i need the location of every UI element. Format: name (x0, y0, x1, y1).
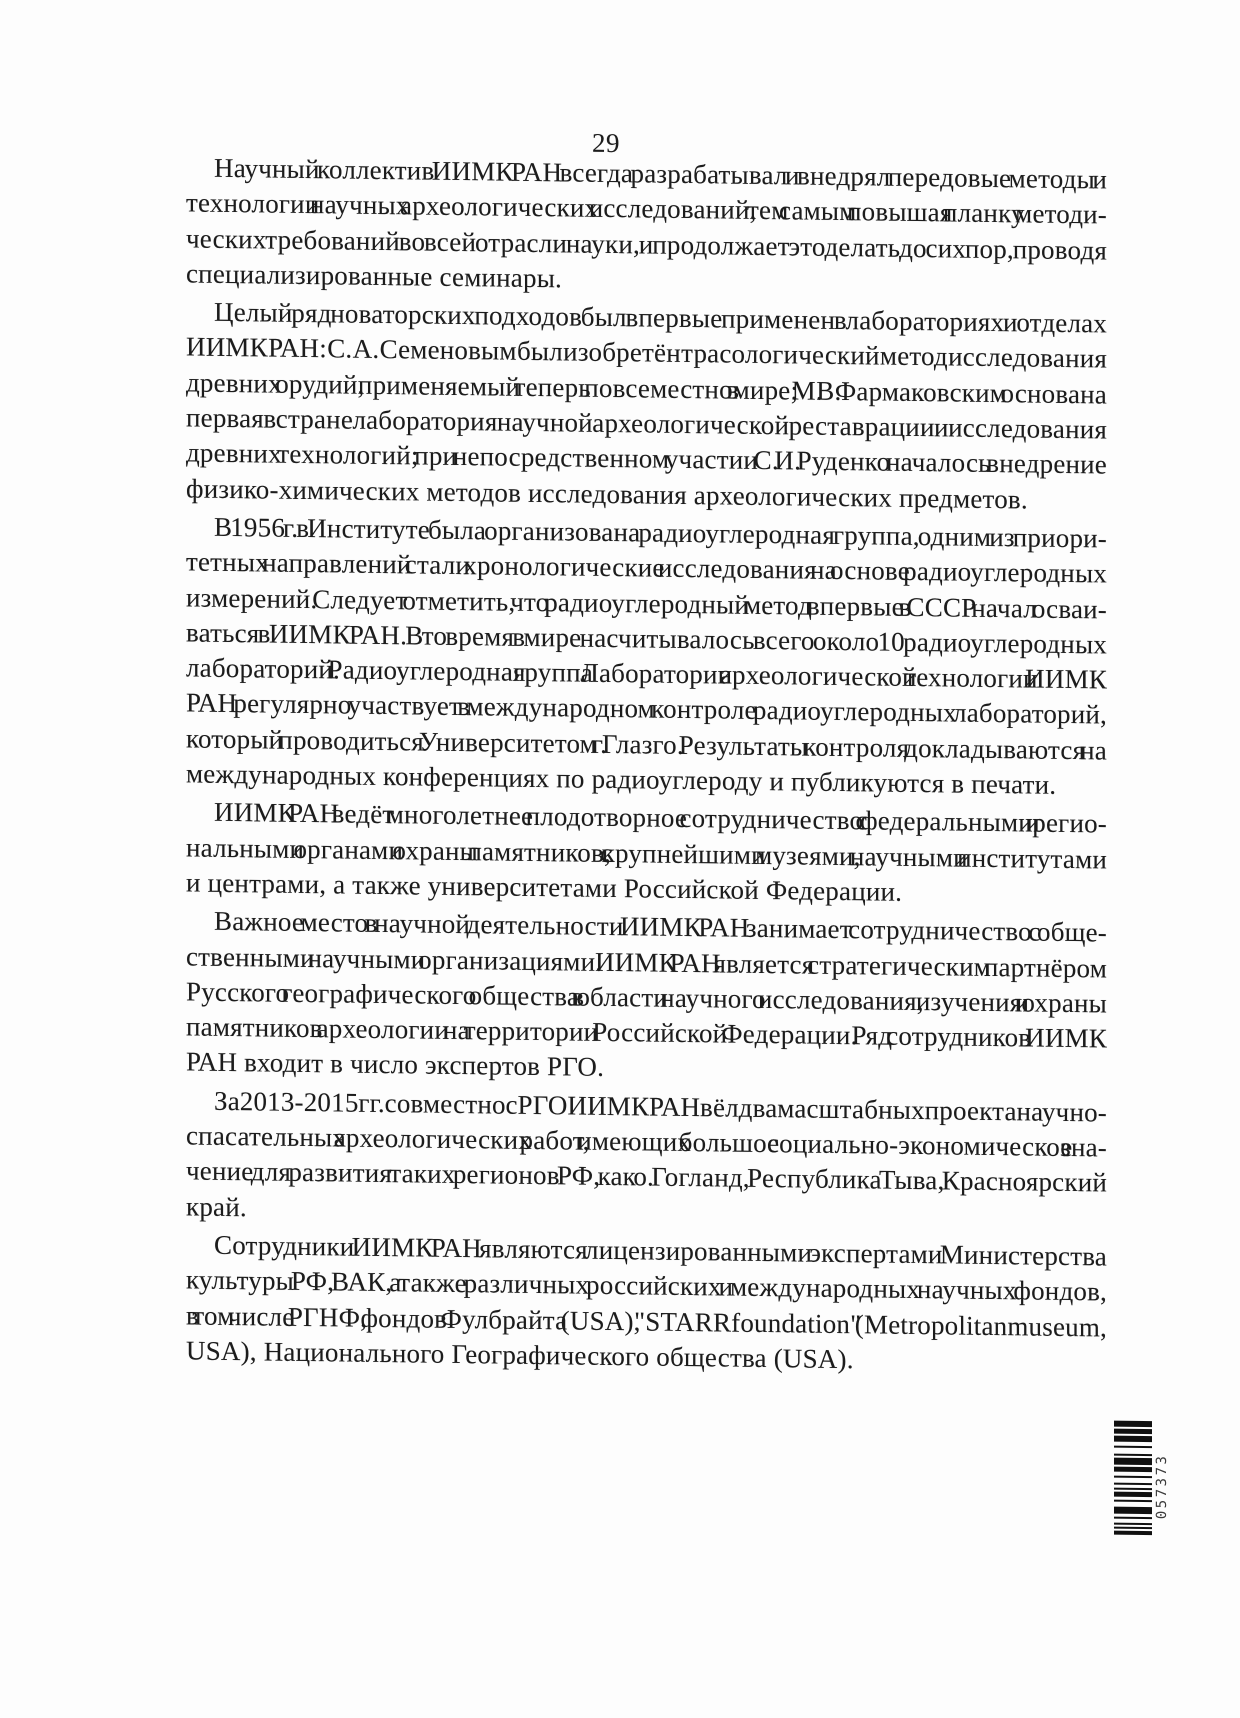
text-line: тетных направлений стали хронологические исследования на основе радиоуглеродных (186, 546, 1107, 589)
text-line: который проводиться Университетом г. Глазго. Результаты контроля докладываются на (186, 723, 1107, 766)
paragraph (186, 904, 1107, 1093)
text-line: Сотрудники ИИМК РАН являются лицензированными экспертами Министерства (214, 1229, 1107, 1272)
text-line: памятников археологии на территории Российской Федерации. Ряд сотрудников ИИМК (186, 1011, 1107, 1054)
text-line: и центрами, а также университетами Российской Федерации. (186, 867, 903, 907)
text-line: Важное место в научной деятельности ИИМК РАН занимает сотрудничество с обще- (214, 906, 1107, 948)
text-line: USA), Национального Географического общества (USA). (186, 1335, 854, 1374)
text-line: ИИМК РАН: С. А. Семеновым был изобретён трасологический метод исследования (186, 331, 1107, 374)
text-line: первая в стране лаборатория научной археологической реставрации и исследования (186, 402, 1107, 445)
text-line: РАН регулярно участвует в международном контроле радиоуглеродных лабораторий, (186, 687, 1107, 730)
text-line: ственными научными организациями. ИИМК РАН является стратегическим партнёром (186, 940, 1107, 984)
text-line: культуры РФ, ВАК, а также различных российских и международных научных фондов, (186, 1264, 1107, 1307)
paragraph (186, 1227, 1107, 1380)
paragraph (186, 150, 1107, 303)
text-line: край. (186, 1191, 247, 1222)
text-line: в том числе РГНФ, фондов Фулбрайта (USA), "STARRfoundation" (Metropolitanmuseum, (186, 1299, 1107, 1342)
paragraph (186, 295, 1107, 519)
text-line: Целый ряд новаторских подходов был впервые применен в лабораториях и отделах (214, 296, 1107, 339)
text-line: измерений. Следует отметить, что радиоуглеродный метод впервые в СССР начал осваи- (186, 581, 1107, 625)
text-line: ческих требований во всей отрасли науки, и продолжает это делать до сих пор, проводя (186, 223, 1107, 266)
text-line: ИИМК РАН ведёт многолетнее плодотворное сотрудничество с федеральными и регио- (214, 797, 1107, 839)
text-line: За 2013-2015 гг. совместно с РГО ИИМК РАН вёл два масштабных проекта научно- (214, 1085, 1107, 1128)
paragraph (186, 509, 1107, 803)
text-line: Русского географического общества в области научного исследования, изучения и охраны (186, 976, 1107, 1019)
text-line: технологии научных археологических исследований, тем самым повышая планку методи- (186, 187, 1107, 230)
text-line: ваться в ИИМК РАН. В то время в мире насчитывалось всего около 10 радиоуглеродных (186, 617, 1107, 660)
page-number: 29 (592, 127, 620, 159)
text-line: физико-химических методов исследования археологических предметов. (186, 473, 1028, 515)
text-line: РАН входит в число экспертов РГО. (186, 1046, 605, 1083)
text-line: В 1956 г. в Институте была организована радиоуглеродная группа, одним из приори- (214, 511, 1107, 554)
text-line: древних технологий; при непосредственном участии С. И. Руденко началось внедрение (186, 437, 1107, 480)
barcode (1114, 1421, 1184, 1542)
text-line: древних орудий, применяемый теперь повсеместно в мире; М. В. Фармаковским основана (186, 367, 1107, 410)
text-line: нальными органами охраны памятников, с крупнейшими музеями, научными институтами (186, 832, 1107, 875)
text-line: специализированные семинары. (186, 258, 562, 294)
text-line: лабораторий. Радиоуглеродная группа Лаборатории археологической технологии ИИМК (186, 652, 1107, 695)
barcode-number: 057373 (1154, 1453, 1170, 1520)
text-line: международных конференциях по радиоуглероду и публикуются в печати. (186, 758, 1057, 800)
paragraph (186, 1083, 1107, 1236)
paragraph (186, 795, 1107, 913)
text-line: чение для развития таких регионов РФ, как о. Гогланд, Республика Тыва, Красноярский (186, 1155, 1107, 1198)
text-line: спасательных археологических работ, имеющих большое социально-экономическое зна- (186, 1120, 1107, 1163)
text-line: Научный коллектив ИИМК РАН всегда разрабатывал и внедрял передовые методы и (214, 152, 1107, 195)
barcode-bars-icon (1114, 1421, 1152, 1535)
document-text (186, 150, 1107, 1380)
